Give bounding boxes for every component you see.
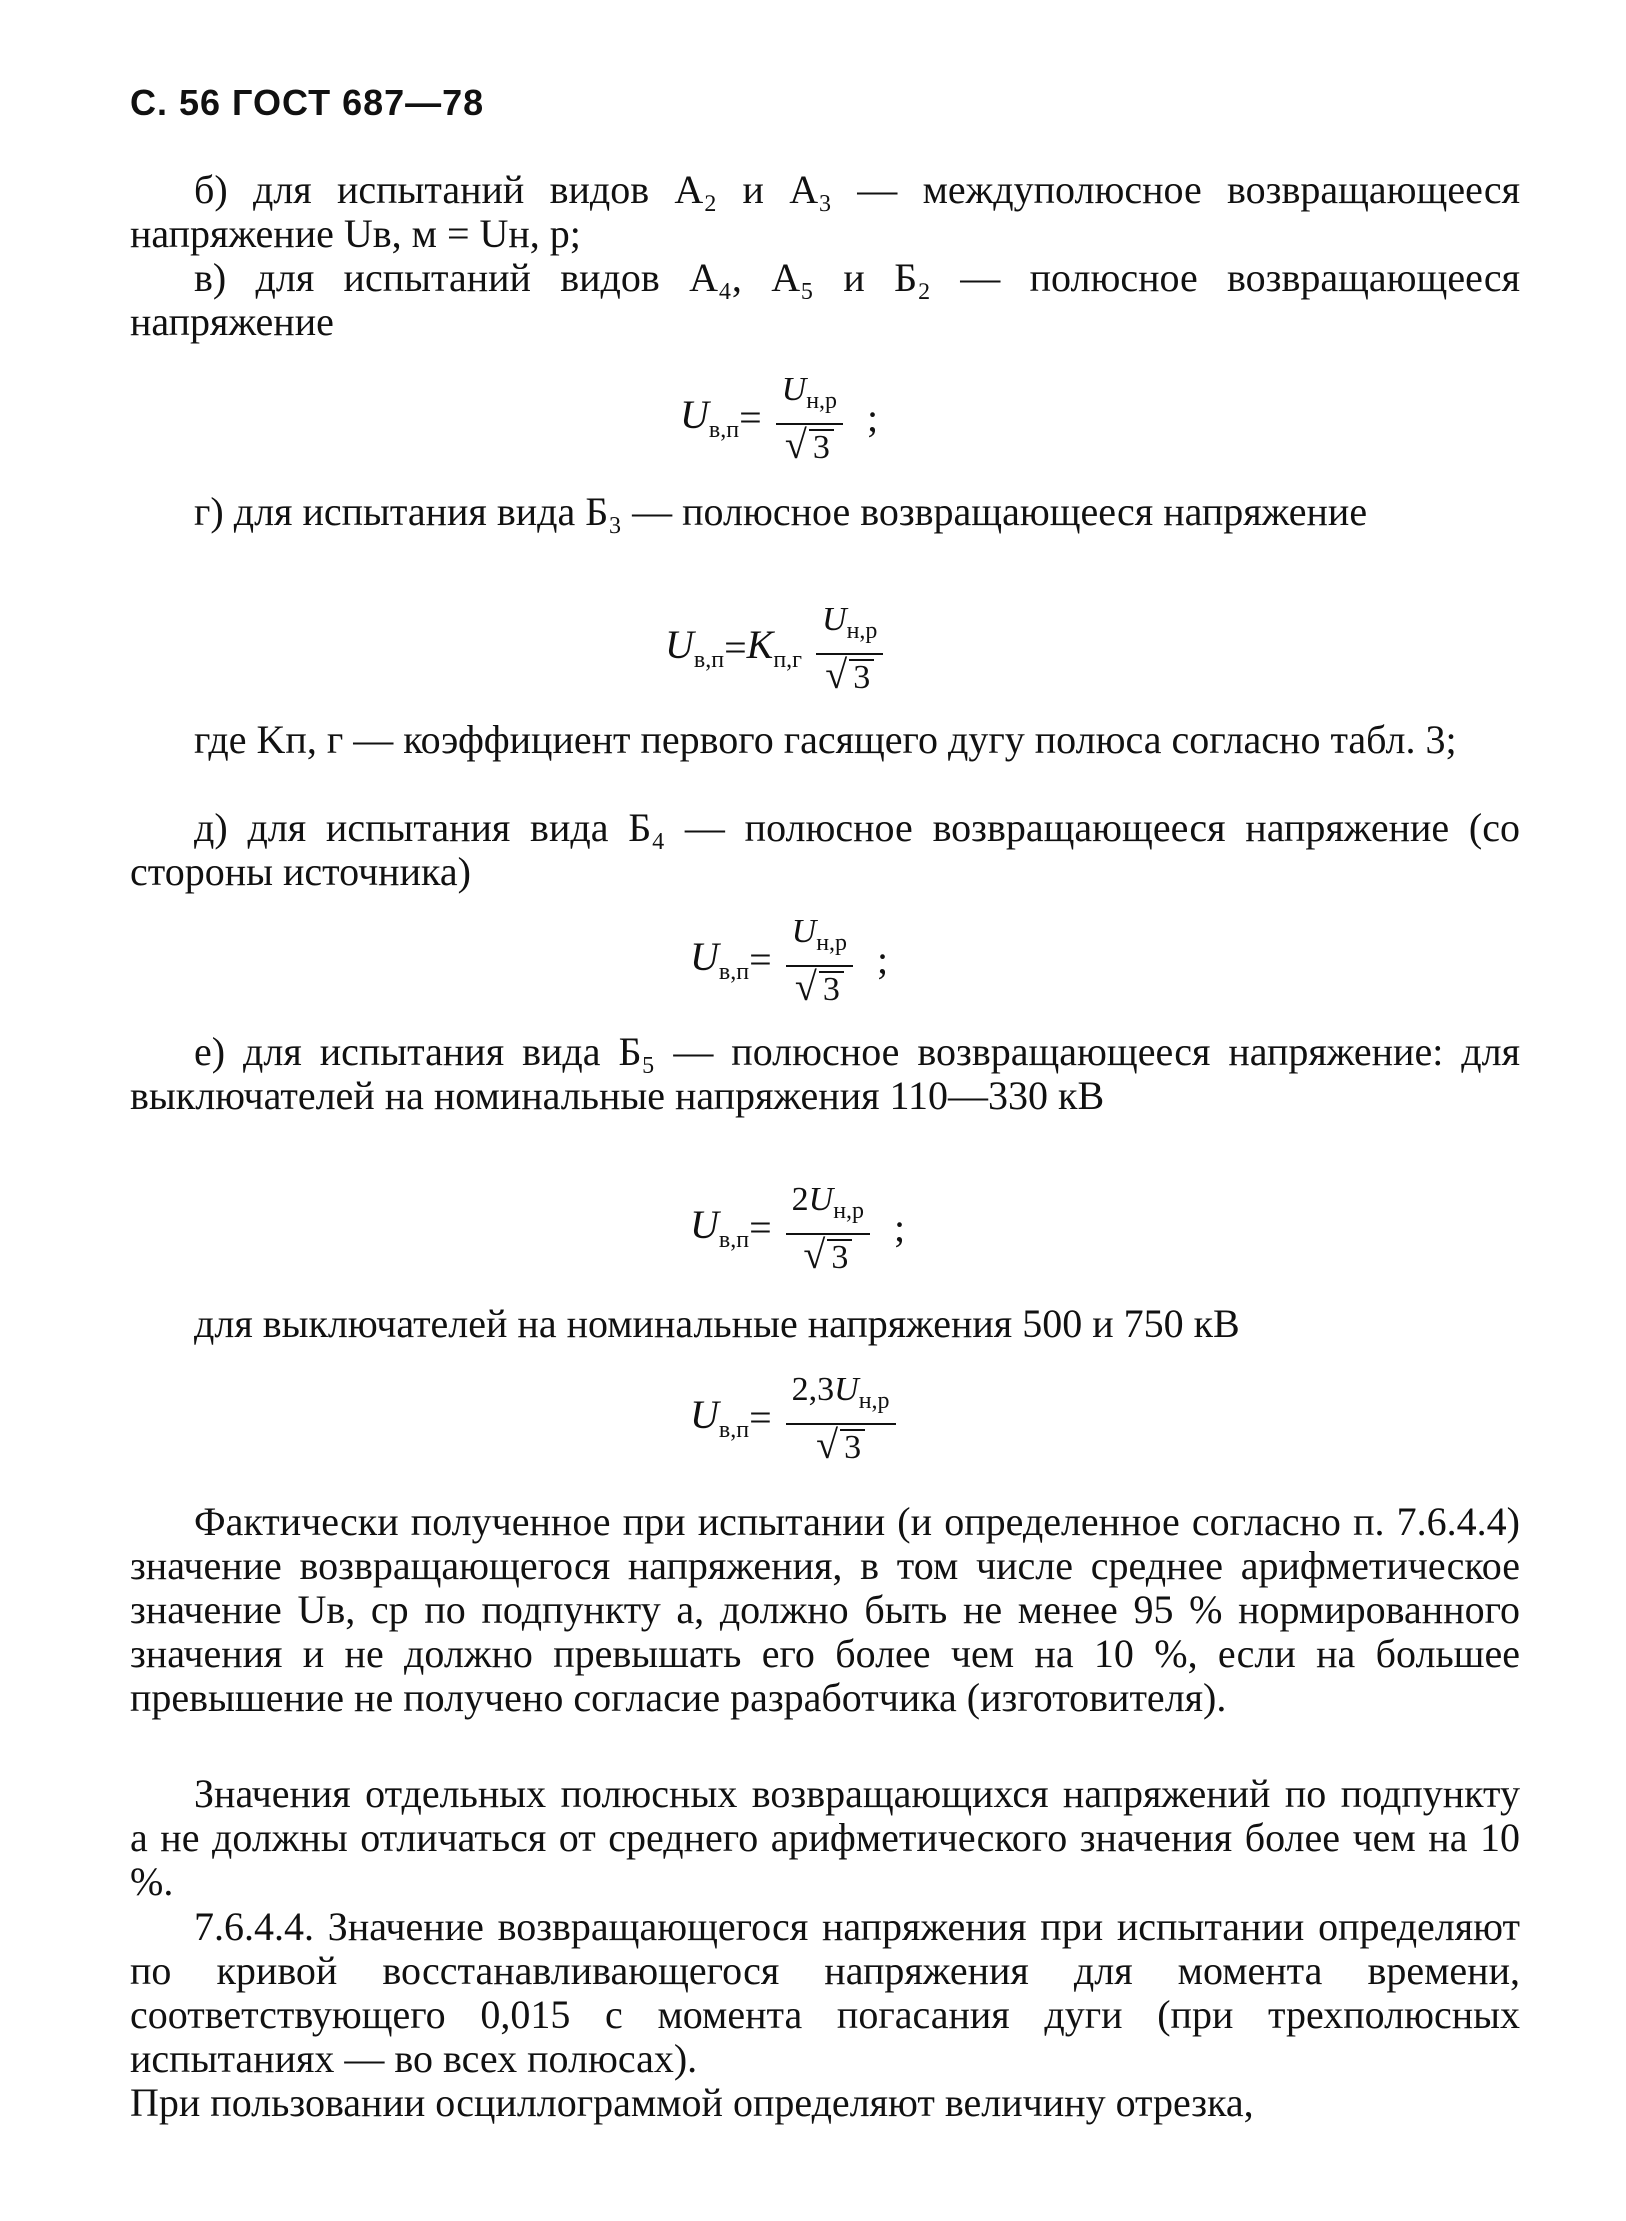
formula-2-coef: $K_{п,г}$ — [746, 621, 803, 673]
formula-1-eq: = — [739, 394, 762, 440]
formula-3-eq: = — [749, 936, 772, 982]
formula-2-eq: = — [724, 624, 747, 670]
formula-4-eq: = — [749, 1204, 772, 1250]
formula-3-lhs: $U_{в,п}$ — [690, 933, 750, 985]
formula-1-lhs: $U_{в,п}$ — [680, 391, 740, 443]
page-header: С. 56 ГОСТ 687—78 — [130, 82, 485, 123]
paragraph-7-6-4-4: 7.6.4.4. Значение возвращающегося напряжения при испытании определяют по кривой восстанавливающегося напряжения для момента времени, соответствующего 0,015 с момента погасания дуги (при трехполюсных испытаниях — во всех полюсах). — [130, 1904, 1520, 2081]
formula-5-eq: = — [749, 1394, 772, 1440]
paragraph-e: е) для испытания вида Б₅ — полюсное возвращающееся напряжение: для выключателей на номинальные напряжения 110—330 кВ — [130, 1029, 1520, 1118]
formula-5 — [690, 1370, 910, 1465]
formula-5-lhs: $U_{в,п}$ — [690, 1391, 750, 1443]
formula-3 — [690, 912, 888, 1007]
formula-5-fraction: $2,3U_{н,р}$ √ 3 — [786, 1370, 896, 1465]
formula-1 — [680, 370, 878, 465]
paragraph-values: Значения отдельных полюсных возвращающихся напряжений по подпункту а не должны отличаться от среднего арифметического значения более чем на 10 %. — [130, 1771, 1520, 1904]
paragraph-actual: Фактически полученное при испытании (и определенное согласно п. 7.6.4.4) значение возвращающегося напряжения, в том числе среднее арифметическое значение Uв, ср по подпункту а, должно быть не менее 95 % нормированного значения и не должно превышать его более чем на 10 %, если на большее превышение не получено согласие разработчика (изготовителя). — [130, 1499, 1520, 1720]
paragraph-d: д) для испытания вида Б₄ — полюсное возвращающееся напряжение (со стороны источника) — [130, 805, 1520, 894]
formula-1-tail: ; — [867, 394, 879, 440]
paragraph-500-750: для выключателей на номинальные напряжения 500 и 750 кВ — [194, 1301, 1240, 1346]
paragraph-v: в) для испытаний видов А₄, А₅ и Б₂ — полюсное возвращающееся напряжение — [130, 255, 1520, 344]
formula-4-lhs: $U_{в,п}$ — [690, 1201, 750, 1253]
formula-2-lhs: $U_{в,п}$ — [665, 621, 725, 673]
formula-3-tail: ; — [877, 936, 889, 982]
paragraph-b: б) для испытаний видов А₂ и А₃ — междуполюсное возвращающееся напряжение Uв, м = Uн, р; — [130, 167, 1520, 256]
formula-4 — [690, 1180, 905, 1275]
paragraph-oscillogram: При пользовании осциллограммой определяют величину отрезка, — [130, 2080, 1254, 2125]
formula-3-fraction: $U_{н,р}$ √ 3 — [786, 912, 853, 1007]
formula-2 — [665, 600, 897, 695]
formula-1-fraction: $U_{н,р}$ √ 3 — [776, 370, 843, 465]
paragraph-where: где Kп, г — коэффициент первого гасящего дугу полюса согласно табл. 3; — [194, 717, 1457, 762]
paragraph-g: г) для испытания вида Б₃ — полюсное возвращающееся напряжение — [194, 489, 1368, 534]
formula-4-tail: ; — [894, 1204, 906, 1250]
formula-4-fraction: $2U_{н,р}$ √ 3 — [786, 1180, 870, 1275]
formula-2-fraction: $U_{н,р}$ √ 3 — [816, 600, 883, 695]
